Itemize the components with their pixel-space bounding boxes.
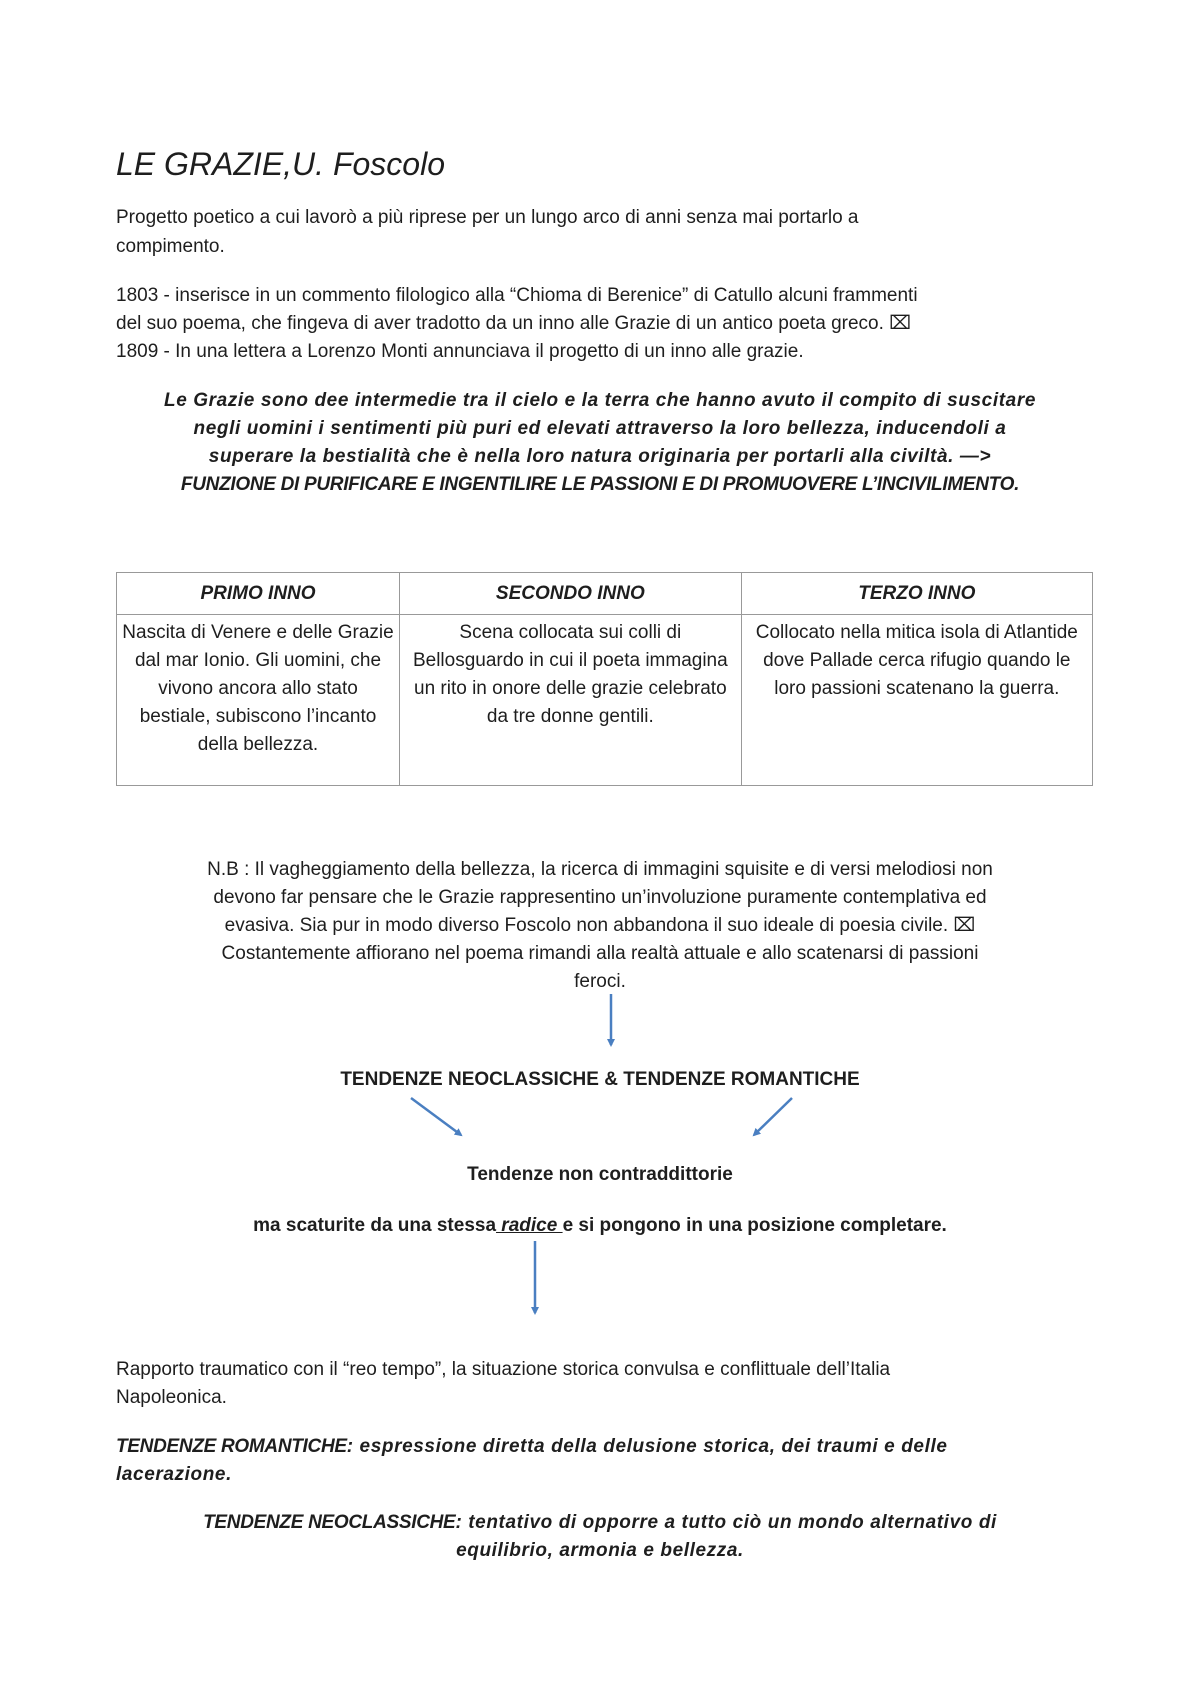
arrow-diagonal-left-icon [754, 1098, 792, 1135]
document-title: LE GRAZIE,U. Foscolo [116, 146, 445, 182]
not-contradictory-text: Tendenze non contraddittorie [467, 1164, 733, 1185]
root-underlined-word: radice [496, 1215, 563, 1236]
neoclassic-line: equilibrio, armonia e bellezza. [456, 1540, 744, 1561]
romantic-text: : espressione diretta della delusione storica, dei traumi e delle [346, 1436, 948, 1457]
nb-line: evasiva. Sia pur in modo diverso Foscolo non abbandona il suo ideale di poesia civile. ⌧ [224, 915, 976, 936]
history-line: del suo poema, che fingeva di aver tradotto da un inno alle Grazie di un antico poeta greco. ⌧ [116, 313, 912, 334]
definition-line: superare la bestialità che è nella loro natura originaria per portarli alla civiltà. —> [208, 446, 992, 467]
history-line: 1809 - In una lettera a Lorenzo Monti annunciava il progetto di un inno alle grazie. [116, 341, 804, 362]
rapporto-line: Napoleonica. [116, 1387, 227, 1408]
rapporto-line: Rapporto traumatico con il “reo tempo”, la situazione storica convulsa e conflittuale dell’Italia [116, 1359, 891, 1380]
tendencies-heading: TENDENZE NEOCLASSICHE & TENDENZE ROMANTICHE [340, 1069, 860, 1090]
intro-line: Progetto poetico a cui lavorò a più riprese per un lungo arco di anni senza mai portarlo a [116, 207, 859, 228]
nb-line: feroci. [574, 971, 626, 992]
table-cell: Scena collocata sui colli di Bellosguardo in cui il poeta immagina un rito in onore delle grazie celebrato da tre donne gentili. [400, 615, 742, 786]
definition-line: negli uomini i sentimenti più puri ed elevati attraverso la loro bellezza, inducendoli a [193, 418, 1007, 439]
neoclassic-label: TENDENZE NEOCLASSICHE [203, 1512, 456, 1533]
nb-line: N.B : Il vagheggiamento della bellezza, la ricerca di immagini squisite e di versi melodiosi non [207, 859, 993, 880]
nb-line: devono far pensare che le Grazie rappresentino un’involuzione puramente contemplativa ed [213, 887, 987, 908]
table-cell: Collocato nella mitica isola di Atlantide dove Pallade cerca rifugio quando le loro passioni scatenano la guerra. [741, 615, 1092, 786]
root-text-after: e si pongono in una posizione completare. [562, 1215, 947, 1236]
table-header: PRIMO INNO [117, 573, 400, 615]
table-header: TERZO INNO [741, 573, 1092, 615]
table-header: SECONDO INNO [400, 573, 742, 615]
neoclassic-text: : tentativo di opporre a tutto ciò un mondo alternativo di [455, 1512, 997, 1533]
definition-line: FUNZIONE DI PURIFICARE E INGENTILIRE LE PASSIONI E DI PROMUOVERE L’INCIVILIMENTO. [180, 474, 1020, 495]
nb-line: Costantemente affiorano nel poema rimandi alla realtà attuale e allo scatenarsi di passioni [221, 943, 979, 964]
table-cell: Nascita di Venere e delle Grazie dal mar Ionio. Gli uomini, che vivono ancora allo stato bestiale, subiscono l’incanto della bellezza. [117, 615, 400, 786]
definition-line: Le Grazie sono dee intermedie tra il cielo e la terra che hanno avuto il compito di suscitare [164, 390, 1036, 411]
romantic-line: lacerazione. [116, 1464, 232, 1485]
history-line: 1803 - inserisce in un commento filologico alla “Chioma di Berenice” di Catullo alcuni frammenti [116, 285, 918, 306]
arrow-diagonal-right-icon [411, 1098, 461, 1135]
intro-line: compimento. [116, 236, 225, 257]
romantic-label: TENDENZE ROMANTICHE [116, 1436, 347, 1457]
root-text-before: ma scaturite da una stessa [253, 1215, 497, 1236]
